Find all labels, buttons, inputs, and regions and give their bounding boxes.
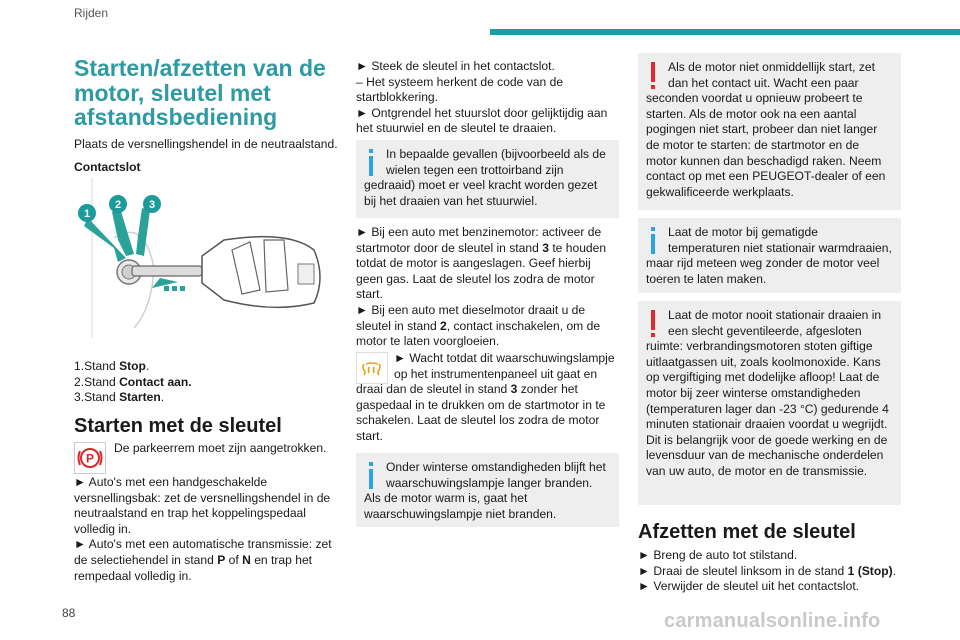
warning-icon: [646, 308, 660, 338]
stop-instructions: ► Breng de auto tot stilstand. ► Draai de sleutel linksom in de stand 1 (Stop). ► Verwijder de sleutel uit het contactslot.: [638, 548, 896, 594]
ignition-heading: Contactslot: [74, 160, 141, 174]
svg-text:1: 1: [83, 208, 91, 220]
callout-2: [109, 195, 127, 213]
petrol-instructions: ► Bij een auto met benzinemotor: activeer de startmotor door de sleutel in stand 3 te houden totdat de motor is aangeslagen. Geef hierbij geen gas. Laat de sleutel los zodra de motor start. ► Bij een auto met dieselmotor draait u de sleutel in stand 2, contact inschakelen, om de motor te laten voorgloeien.: [356, 225, 619, 350]
callout-3: [143, 195, 161, 213]
position-item: 3.Stand Starten.: [74, 390, 165, 405]
position-item: 1.Stand Stop.: [74, 359, 150, 373]
stop-heading: Afzetten met de sleutel: [638, 521, 856, 543]
warning-box-ventilation: Laat de motor nooit stationair draaien in een slecht geventileerde, afgesloten ruimte: verbrandingsmotoren stoten giftige uitlaatgassen uit, zoals koolmonoxide. Kans op vergiftiging met dodelijke afloop! Laat de motor bij zeer winterse omstandigheden (temperaturen lager dan -23 °C) gedurende 4 minuten stationair draaien voordat u wegrijdt. Dit is belangrijk voor de goede werking en de levensduur van de mechanische onderdelen van uw auto, de motor en de transmissie.: [638, 301, 901, 505]
watermark: carmanualsonline.info: [664, 610, 881, 632]
start-heading: Starten met de sleutel: [74, 415, 282, 437]
key-illustration: [74, 178, 334, 338]
header-accent-bar: [490, 29, 960, 35]
svg-text:3: 3: [148, 199, 156, 211]
page-number: 88: [62, 606, 76, 620]
callout-1: [78, 204, 96, 222]
position-list: [74, 359, 346, 406]
warning-icon: [646, 60, 660, 90]
section-title: Rijden: [74, 6, 109, 20]
info-box-steering: In bepaalde gevallen (bijvoorbeeld als de wielen tegen een trottoirband zijn gedraaid) moet er veel kracht worden gezet bij het draaien van het stuurwiel.: [356, 140, 619, 218]
svg-text:2: 2: [114, 199, 122, 211]
page-title: Starten/afzetten van de motor, sleutel met afstandsbediening: [74, 55, 326, 130]
info-icon: [646, 225, 660, 255]
svg-text:P: P: [85, 451, 95, 466]
info-box-winter: Onder winterse omstandigheden blijft het waarschuwingslampje langer branden. Als de motor warm is, gaat het waarschuwingslampje niet branden.: [356, 453, 619, 527]
parking-note: De parkeerrem moet zijn aangetrokken.: [114, 441, 327, 455]
info-icon: [364, 147, 378, 177]
position-item: 2.Stand Contact aan.: [74, 374, 192, 389]
info-box-warmup: Laat de motor bij gematigde temperaturen niet stationair warmdraaien, maar rijd meteen weg zonder de motor veel toeren te laten maken.: [638, 218, 901, 293]
info-icon: [364, 460, 378, 490]
auto-instructions: ► Auto's met een automatische transmissie: zet de selectiehendel in stand P of N en trap het rempedaal volledig in.: [74, 537, 332, 583]
key-fob-icon: [132, 237, 320, 308]
manual-instructions: ► Auto's met een handgeschakelde versnellingsbak: zet de versnellingshendel in de neutraalstand en trap het koppelingspedaal volledig in. ► Auto's met een automatische transmissie: zet de selectiehendel in stand P of N en trap het rempedaal volledig in.: [74, 475, 346, 584]
insert-key-steps: ► Steek de sleutel in het contactslot. – Het systeem herkent de code van de startblokkering. ► Ontgrendel het stuurslot door gelijktijdig aan het stuurwiel en de sleutel te draaien.: [356, 59, 608, 136]
diesel-instructions: ► Bij een auto met dieselmotor draait u de sleutel in stand 2, contact inschakelen, om de motor te laten voorgloeien.: [356, 302, 601, 349]
glow-instructions: ► Wacht totdat dit waarschuwingslampje op het instrumentenpaneel uit gaat en draai dan de sleutel in stand 3 zonder het gaspedaal in te drukken om de startmotor in te schakelen. Laat de sleutel los zodra de motor start.: [356, 351, 615, 443]
parking-brake-icon: [74, 442, 106, 474]
intro-text: Plaats de versnellingshendel in de neutraalstand.: [74, 137, 338, 151]
warning-box-start-fail: Als de motor niet onmiddellijk start, zet dan het contact uit. Wacht een paar seconden voordat u opnieuw probeert te starten. Als de motor ook na een aantal pogingen niet start, probeer dan niet langer de motor te starten: de startmotor en de motor kunnen dan beschadigd raken. Neem contact op met een PEUGEOT-dealer of een gekwalificeerde werkplaats.: [638, 53, 901, 210]
